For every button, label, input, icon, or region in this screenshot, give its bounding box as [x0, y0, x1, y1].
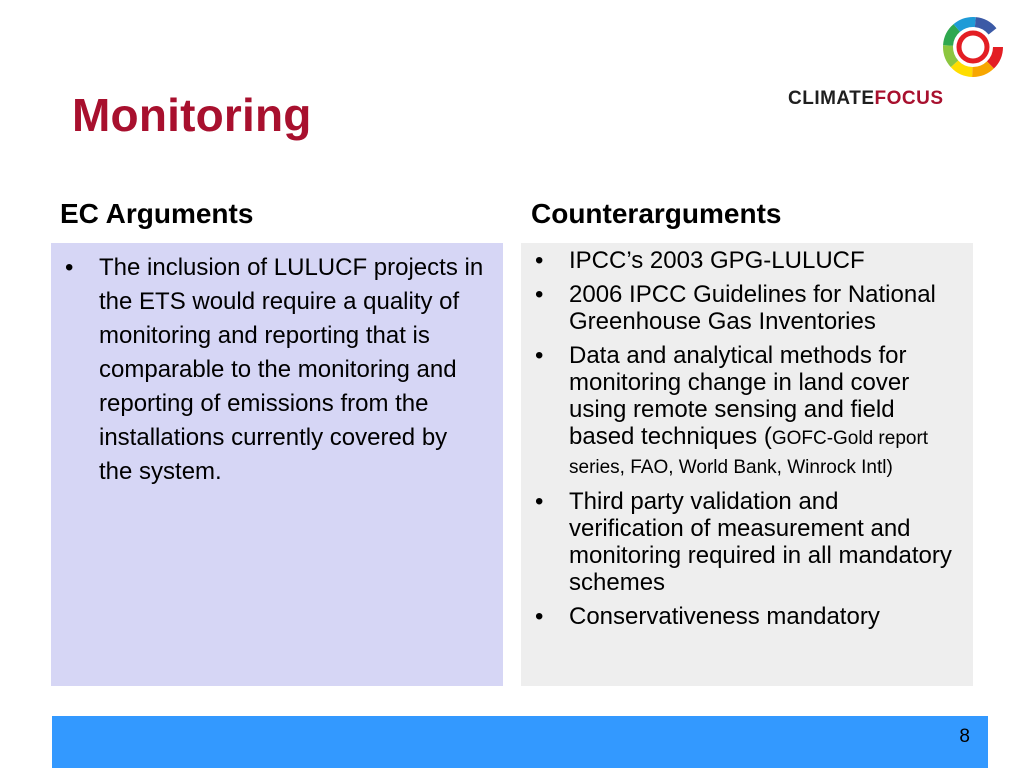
bullet-icon: • — [535, 281, 544, 308]
climatefocus-logo-text — [788, 88, 944, 110]
logo-word-focus: FOCUS — [874, 88, 944, 109]
list-item — [61, 251, 487, 489]
counterarguments-list — [531, 247, 959, 630]
list-item — [531, 281, 959, 335]
logo-word-climate: CLIMATE — [788, 88, 875, 109]
climatefocus-logo-icon — [940, 14, 1006, 80]
bullet-icon: • — [535, 247, 544, 274]
list-item — [531, 247, 959, 274]
list-item — [531, 603, 959, 630]
bullet-icon: • — [65, 254, 74, 281]
ec-arguments-list — [61, 251, 487, 489]
bullet-icon: • — [535, 342, 544, 369]
list-item — [531, 342, 959, 481]
list-item-text: 2006 IPCC Guidelines for National Greenhouse Gas Inventories — [569, 281, 936, 335]
footer-bar — [52, 716, 988, 768]
slide-title: Monitoring — [72, 89, 312, 141]
ec-arguments-panel — [51, 243, 503, 686]
counterarguments-heading: Counterarguments — [531, 198, 782, 229]
list-item-source-note: GOFC-Gold report series, FAO, World Bank, Winrock Intl) — [569, 428, 929, 478]
list-item — [531, 488, 959, 596]
list-item-text: Third party validation and verification of measurement and monitoring required in all mandatory schemes — [569, 488, 952, 596]
list-item-text: Data and analytical methods for monitoring change in land cover using remote sensing and field based techniques ( — [569, 342, 910, 450]
bullet-icon: • — [535, 603, 544, 630]
page-number: 8 — [959, 726, 970, 747]
bullet-icon: • — [535, 488, 544, 515]
list-item-text: IPCC’s 2003 GPG-LULUCF — [569, 247, 865, 274]
list-item-text: The inclusion of LULUCF projects in the ETS would require a quality of monitoring and reporting that is comparable to the monitoring and reporting of emissions from the installations currently covered by the system. — [99, 254, 484, 485]
list-item-text: Conservativeness mandatory — [569, 603, 880, 630]
ec-arguments-heading: EC Arguments — [60, 198, 254, 229]
counterarguments-panel — [521, 243, 973, 686]
